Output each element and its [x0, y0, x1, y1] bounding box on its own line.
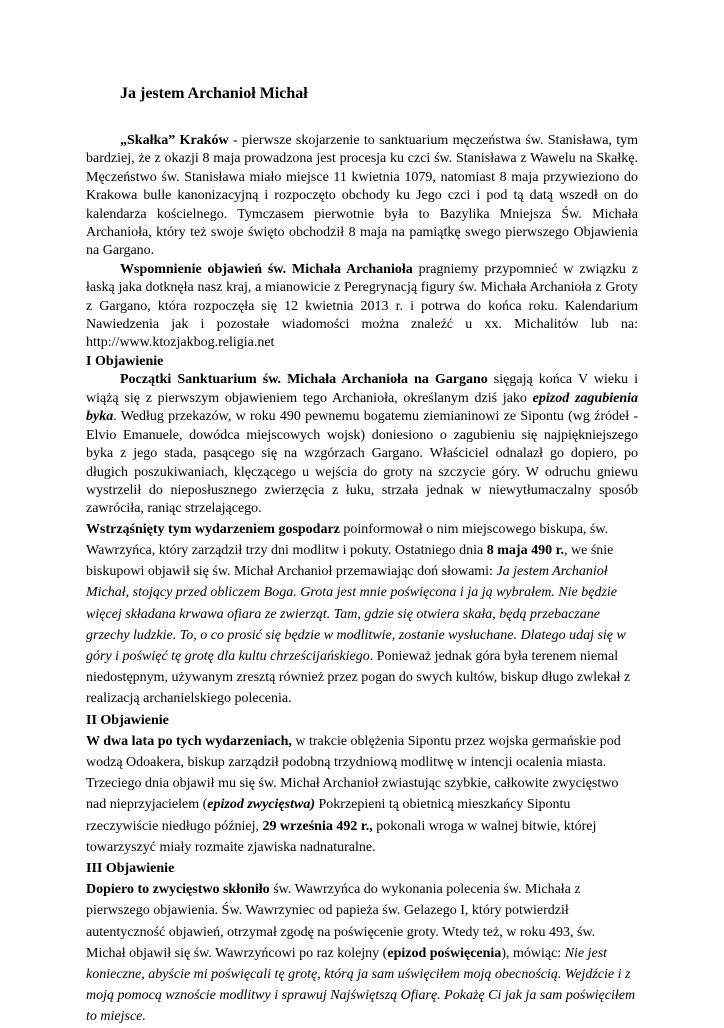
archangel-quote-1: Ja jestem Archanioł Michał, stojący przed obliczem Boga. Grota jest mnie poświęcona i ja ją wybrałem. Nie będzie więcej składana krwawa ofiara ze zwierząt. Tam, gdzie się otwiera skała, będą przebaczane grzechy ludzkie. To, o co prosić się będzie w modlitwie, zostanie wysłuchane. Dlatego udaj się w góry i poświęć tę grotę dla kultu chrześcijańskiego — [86, 564, 626, 664]
section-2-text-b: Pokrzepieni tą obietnicą mieszkańcy Sipontu rzeczywiście niedługo później, — [86, 797, 571, 834]
section-2-paragraph — [86, 731, 638, 858]
document-page — [86, 84, 638, 1028]
recall-paragraph — [86, 261, 638, 353]
section-3-text-b: ), mówiąc: — [501, 945, 565, 961]
section-1-lead: Początki Sanktuarium św. Michała Archanioła na Gargano — [120, 372, 488, 388]
section-2-episode: epizod zwycięstwa) — [207, 797, 315, 813]
section-3-heading: III Objawienie — [86, 860, 175, 876]
section-1-episode: epizod zagubienia byka — [86, 390, 638, 425]
section-3-episode: epizod poświęcenia — [387, 945, 502, 961]
document-title: Ja jestem Archanioł Michał — [120, 85, 308, 102]
section-1-text-b: . Według przekazów, w roku 490 pewnemu bogatemu ziemianinowi ze Sipontu (wg źródeł - Elvio Emanuele, dowódca miejscowych wojsk) doniesiono o zagubieniu się najpiękniejszego byka z jego stada, pasącego się na wzgórzach Gargano. Właściciel odnalazł go dopiero, po długich poszukiwaniach, klęczącego u wejścia do groty na szczycie góry. W odruchu gniewu wystrzelił do nieposłusznego zwierzęcia z łuku, strzała jednak w niewytłumaczalny sposób zawróciła, raniąc strzelającego. — [86, 409, 638, 517]
section-1-p2-text-c: . Ponieważ jednak góra była terenem niemal niedostępnym, używanym zresztą również przez pogan do swych kultów, biskup długo zwlekał z realizacją archanielskiego polecenia. — [86, 648, 631, 707]
intro-text: - pierwsze skojarzenie to sanktuarium męczeństwa św. Stanisława, tym bardziej, że z okazji 8 maja prowadzona jest procesja ku czci św. Stanisława z Wawelu na Skałkę. Męczeństwo św. Stanisława miało miejsce 11 kwietnia 1079, natomiast 8 maja przywieziono do Krakowa bulle kanonizacyjną i rozpoczęto obchody ku Jego czci i pod tą datą wszedł on do kalendarza kościelnego. Tymczasem pierwotnie była to Bazylika Mniejsza Św. Michała Archanioła, który też swoje święto obchodził 8 maja na pamiątkę swego pierwszego Objawienia na Gargano. — [86, 133, 639, 259]
section-1-p2-text-a: poinformował o nim miejscowego biskupa, św. Wawrzyńca, który zarządził trzy dni modlitw i pokuty. Ostatniego dnia — [86, 521, 609, 558]
recall-lead: Wspomnienie objawień św. Michała Archanioła — [120, 261, 413, 277]
recall-text: pragniemy przypomnieć w związku z łaską jaka dotknęła nasz kraj, a mianowicie z Peregrynacją figury św. Michała Archanioła z Groty z Gargano, która rozpoczęła się 12 kwietnia 2013 r. i potrwa do końca roku. Kalendarium Nawiedzenia jak i pozostałe wiadomości można znaleźć u xx. Michalitów lub na: http://www.ktozjakbog.religia.net — [86, 261, 638, 351]
section-1-p2-text-b: , we śnie biskupowi objawił się św. Michał Archanioł przemawiając doń słowami: — [86, 542, 614, 580]
section-2-text-c: pokonali wroga w walnej bitwie, której towarzyszyć miały rozmaite zjawiska nadnaturalne. — [86, 818, 597, 855]
section-1-p2-lead: Wstrząśnięty tym wydarzeniem gospodarz — [86, 521, 340, 537]
intro-paragraph — [86, 132, 638, 261]
section-1-date: 8 maja 490 r. — [486, 542, 565, 558]
section-1-paragraph-2 — [86, 519, 638, 710]
section-2-date: 29 września 492 r., — [262, 818, 373, 834]
section-2-text-a: w trakcie oblężenia Sipontu przez wojska germańskie pod wodzą Odoakera, biskup zarządził podobną trzydniową modlitwę w intencji ocalenia miasta. Trzeciego dnia objawił mu się św. Michał Archanioł zwiastując szybkie, całkowite zwycięstwo nad nieprzyjacielem ( — [86, 733, 621, 813]
intro-lead: „Skałka” Kraków — [120, 133, 229, 148]
section-2-lead: W dwa lata po tych wydarzeniach, — [86, 733, 292, 749]
section-2-heading: II Objawienie — [86, 712, 169, 728]
section-1-heading: I Objawienie — [86, 353, 164, 369]
section-3-lead: Dopiero to zwycięstwo skłoniło — [86, 882, 270, 898]
section-1-paragraph-1 — [86, 371, 638, 518]
section-3-text-a: św. Wawrzyńca do wykonania polecenia św. Michała z pierwszego objawienia. Św. Wawrzyniec od papieża św. Gelazego I, który potwierdził autentyczność objawień, otrzymał zgodę na poświęcenie groty. Wtedy też, w roku 493, św. Michał objawił się św. Wawrzyńcowi po raz kolejny ( — [86, 882, 596, 961]
section-3-paragraph — [86, 879, 638, 1027]
section-1-text-a: sięgają końca V wieku i wiążą się z pierwszym objawieniem tego Archanioła, określanym dziś jako — [86, 372, 638, 406]
archangel-quote-3: Nie jest konieczne, abyście mi poświęcali tę grotę, którą ja sam uświęciłem moją obecnością. Wejdźcie i z moją pomocą wznoście modlitwy i sprawuj Najświętszą Ofiarę. Pokażę Ci jak ja sam poświęciłem to miejsce. — [86, 945, 636, 1025]
